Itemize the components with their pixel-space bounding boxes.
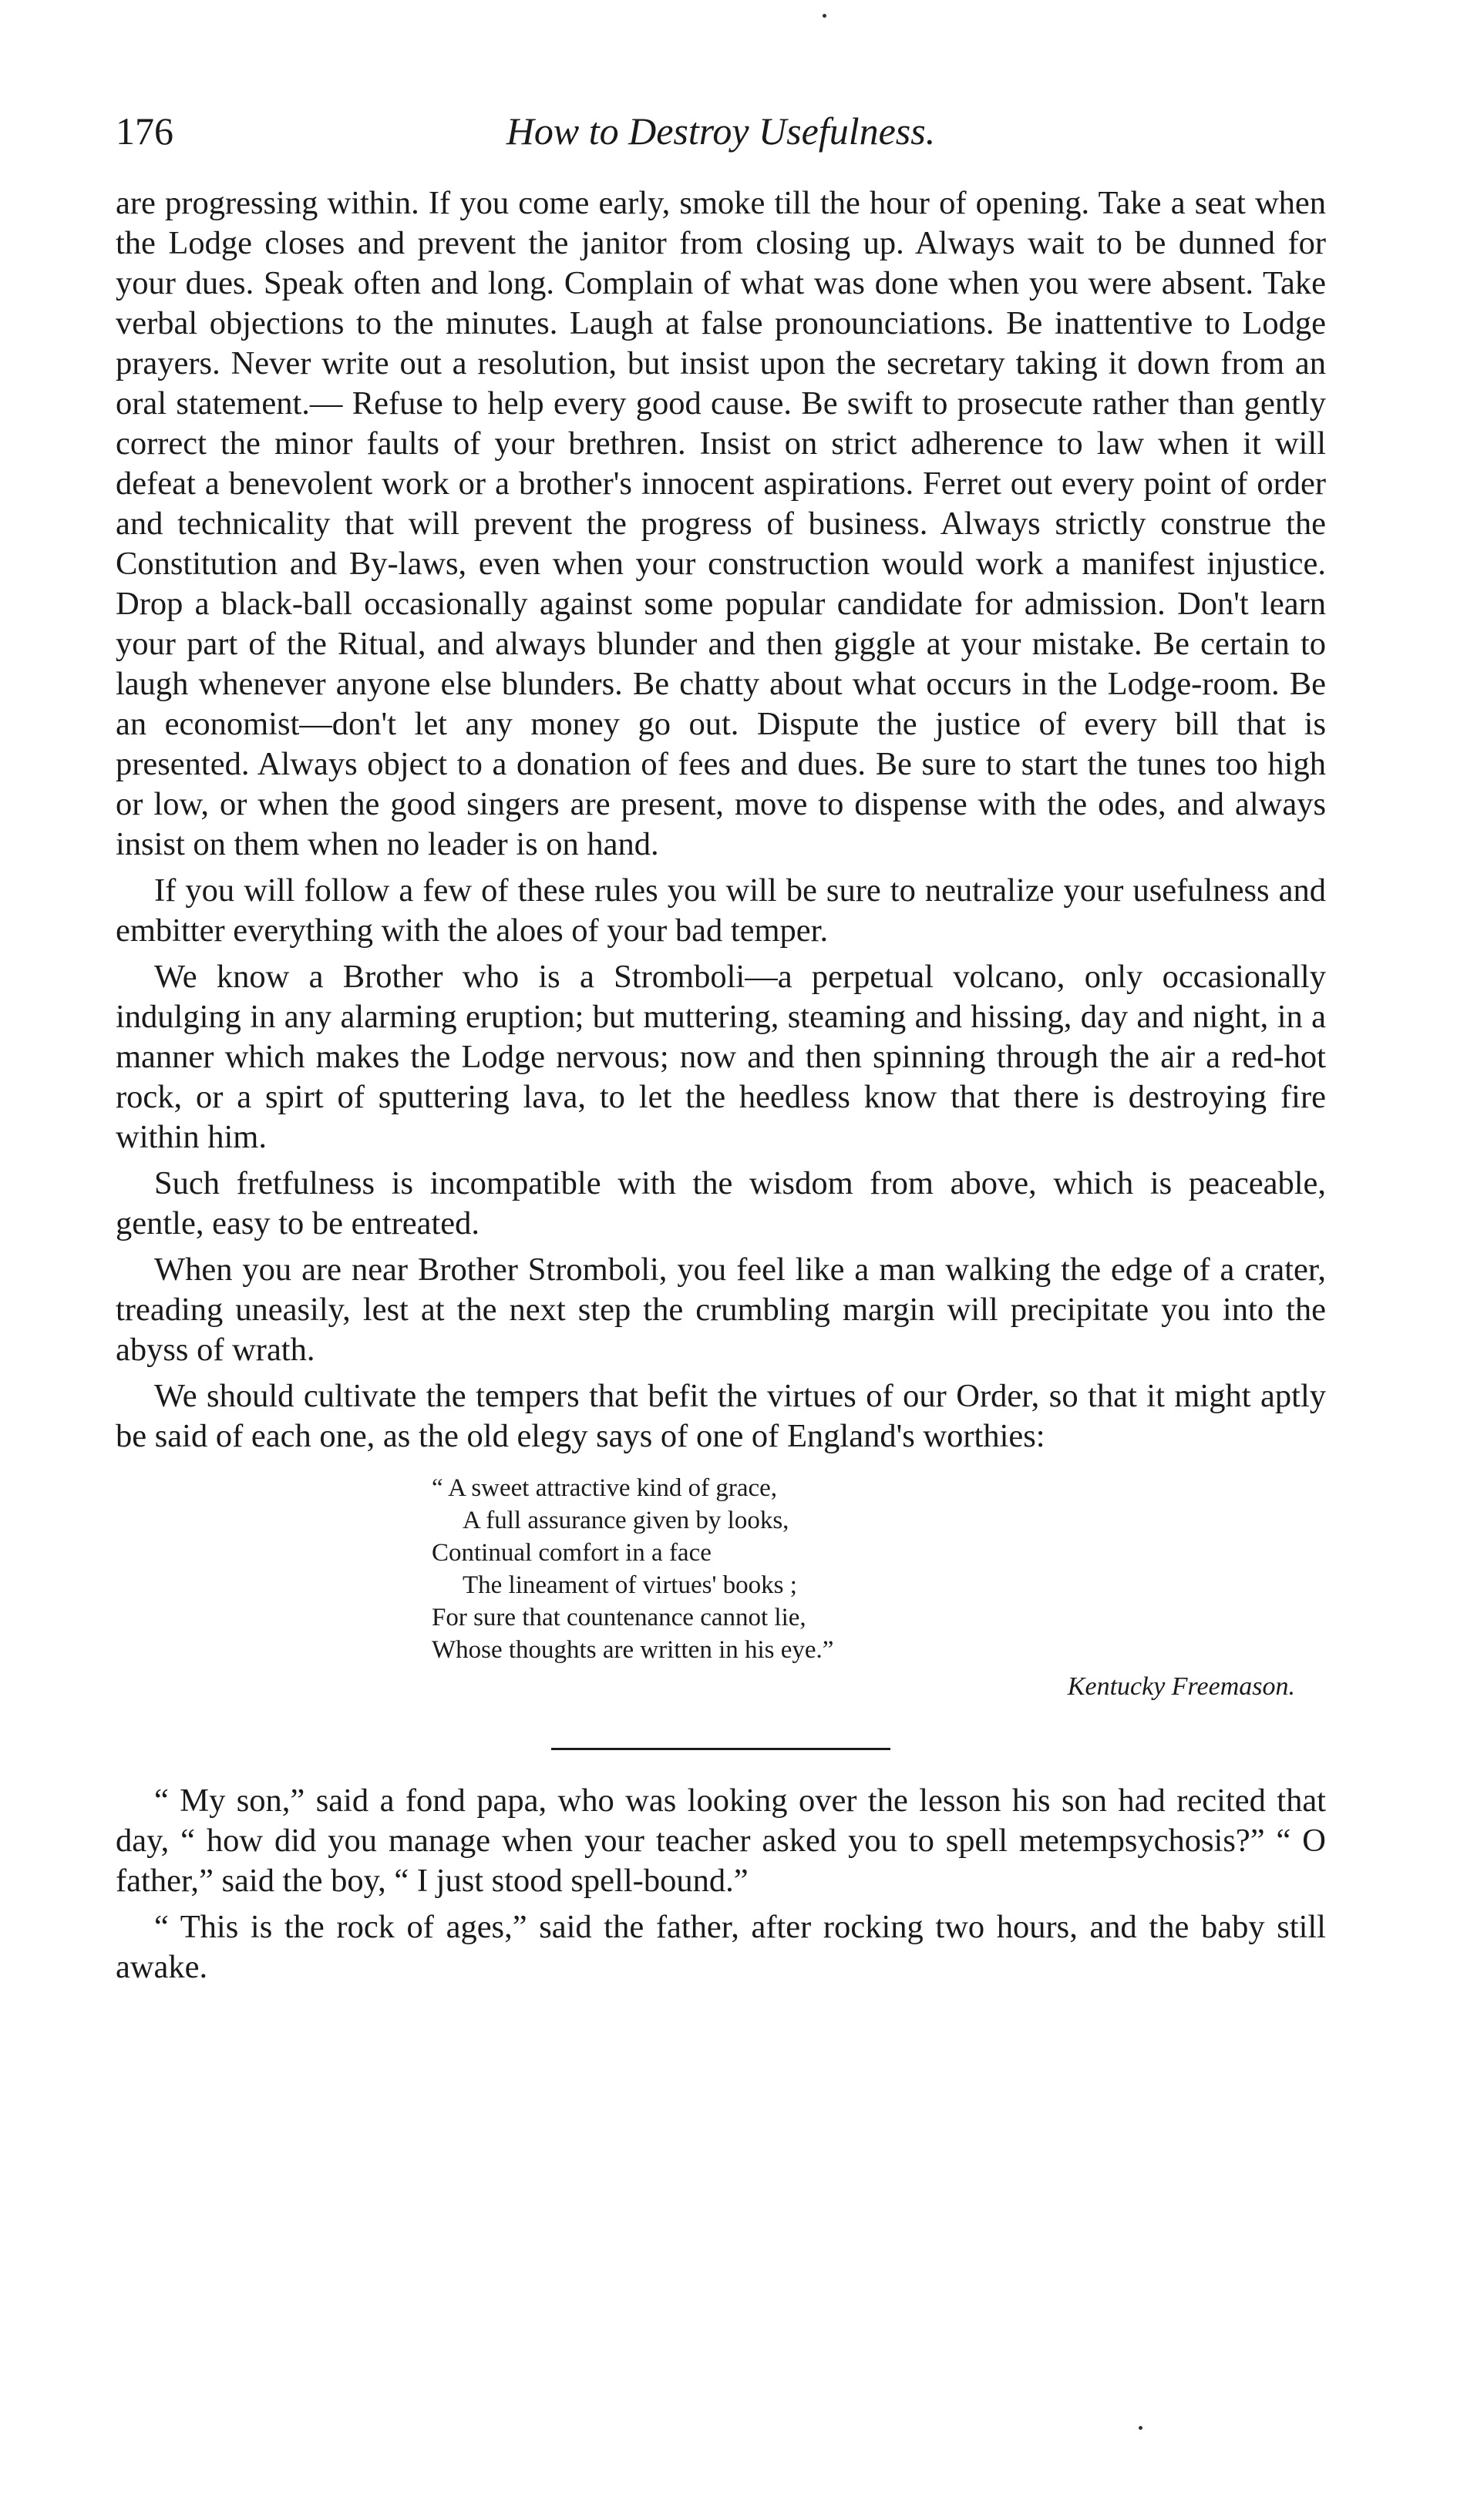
page-number: 176 [116,109,173,153]
section-divider [551,1748,890,1750]
running-title: How to Destroy Usefulness. [506,109,936,153]
paragraph: If you will follow a few of these rules you will be sure to neutralize your usefulness and embitter everything with the aloes of your bad temper. [116,872,1326,949]
page-header [116,104,1326,158]
verse-line: A full assurance given by looks, [463,1507,789,1534]
elegy-verse [432,1472,1326,1666]
paragraph: When you are near Brother Stromboli, you feel like a man walking the edge of a crater, treading uneasily, lest at the next step the crumbling margin will precipitate you into the abyss of wrath. [116,1252,1326,1368]
anecdote-paragraph: “ My son,” said a fond papa, who was looking over the lesson his son had recited that day, “ how did you manage when your teacher asked you to spell metempsychosis?” “ O father,” said the boy, “ I just stood spell-bound.” [116,1782,1326,1899]
paper-speck [823,14,826,18]
verse-line: Whose thoughts are written in his eye.” [432,1636,834,1664]
verse-line: For sure that countenance cannot lie, [432,1604,806,1631]
attribution: Kentucky Freemason. [1067,1672,1295,1701]
paragraph: We know a Brother who is a Stromboli—a perpetual volcano, only occasionally indulging in any alarming eruption; but muttering, steaming and hissing, day and night, in a manner which makes the Lodge nervous; now and then spinning through the air a red-hot rock, or a spirt of sputtering lava, to let the heedless know that there is destroying fire within him. [116,959,1326,1155]
paragraph-continued: are progressing within. If you come early, smoke till the hour of opening. Take a seat when the Lodge closes and prevent the janitor from closing up. Always wait to be dunned for your dues. Speak often and long. Complain of what was done when you were absent. Take verbal objections to the minutes. Laugh at false pronounciations. Be inattentive to Lodge prayers. Never write out a resolution, but insist upon the secretary taking it down from an oral statement.— Refuse to help every good cause. Be swift to prosecute rather than gently correct the minor faults of your brethren. Insist on strict adherence to law when it will defeat a benevolent work or a brother's innocent aspirations. Ferret out every point of order and technicality that will prevent the progress of business. Always strictly construe the Constitution and By-laws, even when your construction would work a manifest injustice. Drop a black-ball occasionally against some popular candidate for admission. Don't learn your part of the Ritual, and always blunder and then giggle at your mistake. Be certain to laugh whenever anyone else blunders. Be chatty about what occurs in the Lodge-room. Be an economist—don't let any money go out. Dispute the justice of every bill that is presented. Always object to a donation of fees and dues. Be sure to start the tunes too high or low, or when the good singers are present, move to dispense with the odes, and always insist on them when no leader is on hand. [116,185,1326,862]
paragraph: Such fretfulness is incompatible with the wisdom from above, which is peaceable, gentle, easy to be entreated. [116,1165,1326,1242]
paper-speck [1139,2426,1142,2430]
paragraph: We should cultivate the tempers that befit the virtues of our Order, so that it might aptly be said of each one, as the old elegy says of one of England's worthies: [116,1378,1326,1454]
body-text [116,183,1326,1987]
verse-line: Continual comfort in a face [432,1539,712,1567]
verse-line: The lineament of virtues' books ; [463,1571,797,1599]
verse-line: “ A sweet attractive kind of grace, [432,1474,778,1502]
anecdote-paragraph: “ This is the rock of ages,” said the father, after rocking two hours, and the baby still awake. [116,1909,1326,1985]
